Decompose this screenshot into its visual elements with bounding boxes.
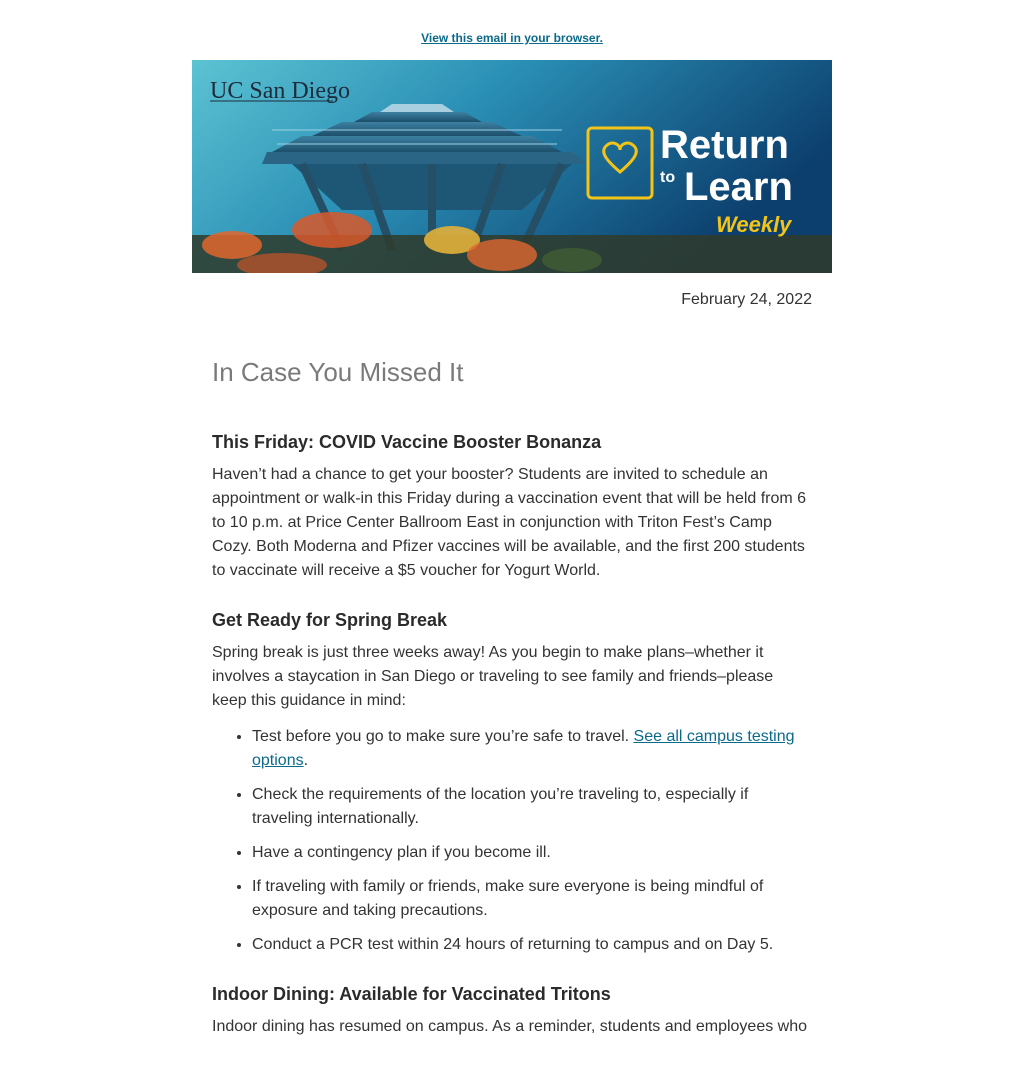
article-body-spring-break: Spring break is just three weeks away! As you begin to make plans–whether it involves a staycation in San Diego or traveling to see family and friends–please keep this guidance in mind: (212, 644, 774, 709)
banner-illustration (192, 60, 832, 273)
guidance-list (212, 725, 812, 957)
list-item-suffix: . (303, 752, 309, 769)
list-item (252, 725, 812, 773)
campus-testing-link[interactable]: See all campus testing options (252, 728, 795, 769)
uc-san-diego-logo: UC San Diego (210, 78, 350, 104)
issue-date: February 24, 2022 (681, 291, 812, 308)
brand-to: to (660, 169, 676, 186)
brand-learn: Learn (684, 165, 793, 209)
newsletter-content (212, 356, 812, 1065)
view-in-browser-link[interactable]: View this email in your browser. (421, 31, 603, 45)
list-item-text: Test before you go to make sure you’re safe to travel. (252, 728, 634, 745)
article-title-booster: This Friday: COVID Vaccine Booster Bonanza (212, 432, 602, 452)
article-title-indoor-dining: Indoor Dining: Available for Vaccinated Tritons (212, 984, 611, 1004)
article-body-booster: Haven’t had a chance to get your booster? Students are invited to schedule an appointment or walk-in this Friday during a vaccination event that will be held from 6 to 10 p.m. at Price Center Ballroom East in conjunction with Triton Fest’s Camp Cozy. Both Moderna and Pfizer vaccines will be available, and the first 200 students to vaccinate will receive a $5 voucher for Yogurt World. (212, 466, 807, 579)
list-item: • Conduct a PCR test within 24 hours of returning to campus and on Day 5. (252, 933, 812, 957)
list-item: • If traveling with family or friends, make sure everyone is being mindful of exposure and taking precautions. (252, 875, 812, 923)
section-title: In Case You Missed It (212, 357, 464, 387)
article-body-indoor-dining: Indoor dining has resumed on campus. As a reminder, students and employees who (212, 1018, 808, 1035)
article-title-spring-break: Get Ready for Spring Break (212, 610, 448, 630)
brand-weekly: Weekly (716, 212, 792, 237)
header-banner (192, 60, 832, 273)
brand-return: Return (660, 123, 789, 167)
list-item: • Have a contingency plan if you become ill. (252, 841, 812, 865)
list-item: • Check the requirements of the location you’re traveling to, especially if traveling internationally. (252, 783, 812, 831)
